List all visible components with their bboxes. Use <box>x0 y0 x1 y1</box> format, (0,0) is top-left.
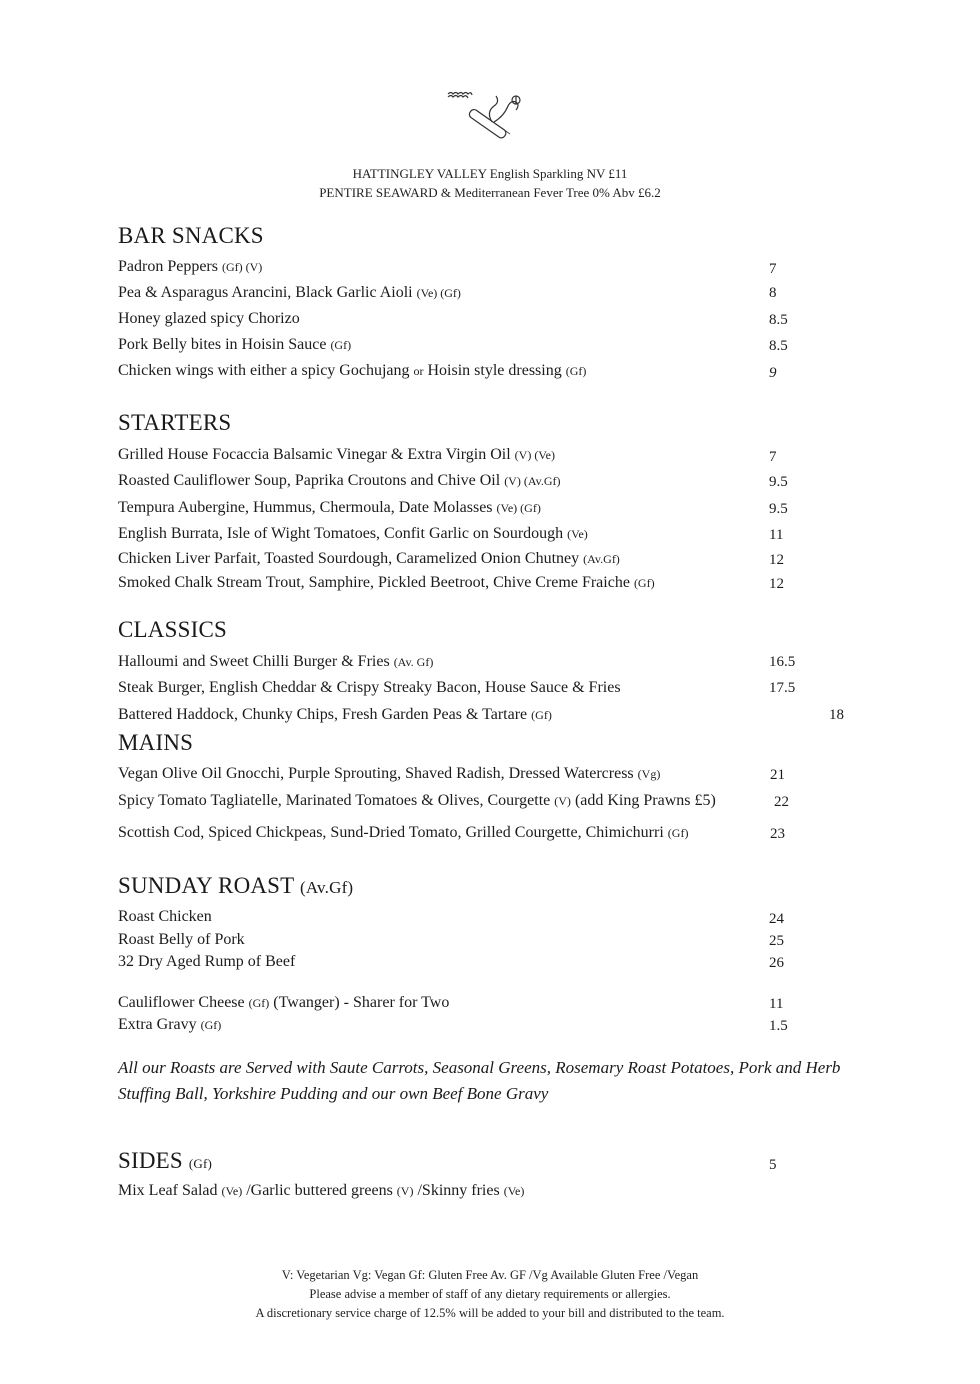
sides-list <box>118 1182 524 1200</box>
section-title-bar-snacks: BAR SNACKS <box>118 223 264 248</box>
menu-item <box>118 284 461 302</box>
drink-line-alcohol-free: PENTIRE SEAWARD & Mediterranean Fever Tree 0% Abv £6.2 <box>319 185 661 200</box>
sides-price: 5 <box>769 1157 777 1173</box>
dietary-tag: (Vg) <box>637 767 661 781</box>
item-price: 8.5 <box>769 312 788 328</box>
section-title-classics: CLASSICS <box>118 617 227 642</box>
dietary-tag: (Gf) (V) <box>221 260 263 274</box>
menu-item <box>118 706 552 724</box>
section-title-text: SIDES <box>118 1148 183 1173</box>
item-price: 22 <box>774 794 789 810</box>
item-name: Chicken Liver Parfait, Toasted Sourdough, Caramelized Onion Chutney <box>118 550 580 567</box>
dietary-tag: (Ve) <box>567 527 588 541</box>
roast-accompaniments-note: All our Roasts are Served with Saute Carrots, Seasonal Greens, Rosemary Roast Potatoes, Pork and Herb Stuffing Ball, Yorkshire Pudding and our own Beef Bone Gravy <box>118 1058 841 1103</box>
menu-item <box>118 792 716 810</box>
footer-dietary-key: V: Vegetarian Vg: Vegan Gf: Gluten Free Av. GF /Vg Available Gluten Free /Vegan <box>281 1268 699 1282</box>
item-name: Skinny fries <box>421 1182 500 1199</box>
item-price: 11 <box>769 996 784 1012</box>
item-name: Roast Chicken <box>118 908 212 925</box>
dietary-tag: (Ve) (Gf) <box>416 286 461 300</box>
menu-item <box>118 258 262 276</box>
item-name: Extra Gravy <box>118 1016 197 1033</box>
item-price: 26 <box>769 955 784 971</box>
item-name: Roasted Cauliflower Soup, Paprika Croutons and Chive Oil <box>118 472 501 489</box>
item-price: 9.5 <box>769 501 788 517</box>
item-name: Padron Peppers <box>118 258 218 275</box>
menu-item <box>118 931 245 949</box>
menu-item <box>118 679 621 697</box>
item-name: Smoked Chalk Stream Trout, Samphire, Pickled Beetroot, Chive Creme Fraiche <box>118 574 630 591</box>
item-price: 24 <box>769 911 784 927</box>
menu-item <box>118 1016 221 1034</box>
item-price: 16.5 <box>769 654 796 670</box>
item-price: 21 <box>770 767 785 783</box>
item-price: 25 <box>769 933 784 949</box>
menu-item <box>118 653 433 671</box>
item-price: 9.5 <box>769 474 788 490</box>
corkscrew-logo-icon <box>440 86 540 148</box>
menu-item <box>118 446 555 464</box>
item-price: 7 <box>769 261 777 277</box>
item-name: Pork Belly bites in Hoisin Sauce <box>118 336 327 353</box>
item-name: Steak Burger, English Cheddar & Crispy Streaky Bacon, House Sauce & Fries <box>118 679 621 696</box>
item-price: 17.5 <box>769 680 796 696</box>
separator: / <box>413 1182 422 1199</box>
item-price: 8 <box>769 285 777 301</box>
item-name: Grilled House Focaccia Balsamic Vinegar & Extra Virgin Oil <box>118 446 511 463</box>
section-title-sunday-roast <box>118 873 353 899</box>
menu-item <box>118 574 655 592</box>
menu-item <box>118 472 561 490</box>
menu-item <box>118 550 620 568</box>
item-or-connector: or <box>413 364 424 378</box>
item-price: 12 <box>769 576 784 592</box>
item-name: Vegan Olive Oil Gnocchi, Purple Sprouting, Shaved Radish, Dressed Watercress <box>118 765 634 782</box>
menu-item <box>118 499 541 517</box>
menu-item <box>118 953 295 971</box>
dietary-tag: (Gf) <box>531 708 552 722</box>
menu-item <box>118 362 586 380</box>
item-addon: (add King Prawns £5) <box>574 792 716 809</box>
dietary-tag: (Av.Gf) <box>583 552 620 566</box>
dietary-tag: (Gf) <box>565 364 587 378</box>
item-price: 8.5 <box>769 338 788 354</box>
item-price: 12 <box>769 552 784 568</box>
item-name: Chicken wings with either a spicy Gochujang <box>118 362 410 379</box>
section-title-starters: STARTERS <box>118 410 232 435</box>
item-name: Pea & Asparagus Arancini, Black Garlic Aioli <box>118 284 413 301</box>
item-name: English Burrata, Isle of Wight Tomatoes, Confit Garlic on Sourdough <box>118 525 564 542</box>
section-title-note: (Av.Gf) <box>299 878 354 897</box>
separator: / <box>242 1182 251 1199</box>
dietary-tag: (Ve) (Gf) <box>496 501 541 515</box>
dietary-tag: (Gf) <box>200 1018 222 1032</box>
section-title-text: SUNDAY ROAST <box>118 873 295 898</box>
menu-item <box>118 336 351 354</box>
item-name: Roast Belly of Pork <box>118 931 245 948</box>
item-price: 9 <box>769 365 777 381</box>
item-price: 7 <box>769 449 777 465</box>
section-title-sides <box>118 1148 212 1174</box>
menu-item <box>118 310 300 328</box>
item-addon: (Twanger) - Sharer for Two <box>273 994 450 1011</box>
item-name-continued: Hoisin style dressing <box>427 362 562 379</box>
item-name: Honey glazed spicy Chorizo <box>118 310 300 327</box>
item-name: Spicy Tomato Tagliatelle, Marinated Tomatoes & Olives, Courgette <box>118 792 551 809</box>
section-title-mains: MAINS <box>118 730 194 755</box>
item-name: Scottish Cod, Spiced Chickpeas, Sund-Dried Tomato, Grilled Courgette, Chimichurri <box>118 824 664 841</box>
item-name: Cauliflower Cheese <box>118 994 245 1011</box>
footer-service-charge: A discretionary service charge of 12.5% will be added to your bill and distributed to the team. <box>255 1306 725 1320</box>
item-name: Tempura Aubergine, Hummus, Chermoula, Date Molasses <box>118 499 493 516</box>
drink-line-sparkling: HATTINGLEY VALLEY English Sparkling NV £11 <box>352 166 628 181</box>
dietary-tag: (V) (Ve) <box>514 448 555 462</box>
dietary-tag: (Ve) <box>503 1184 525 1198</box>
item-name: Halloumi and Sweet Chilli Burger & Fries <box>118 653 390 670</box>
menu-item <box>118 824 688 842</box>
footer-allergy-notice: Please advise a member of staff of any dietary requirements or allergies. <box>309 1287 671 1301</box>
item-price: 1.5 <box>769 1018 788 1034</box>
item-name: Battered Haddock, Chunky Chips, Fresh Garden Peas & Tartare <box>118 706 528 723</box>
dietary-tag: (Gf) <box>330 338 352 352</box>
item-name: 32 Dry Aged Rump of Beef <box>118 953 296 970</box>
dietary-tag: (Ve) <box>221 1184 243 1198</box>
menu-item <box>118 908 212 926</box>
item-price: 11 <box>769 527 784 543</box>
menu-item <box>118 994 449 1012</box>
dietary-tag: (Gf) <box>667 826 689 840</box>
dietary-tag: (Gf) <box>633 576 655 590</box>
dietary-tag: (V) <box>554 794 571 808</box>
menu-item <box>118 525 588 543</box>
dietary-tag: (Gf) <box>248 996 270 1010</box>
section-title-note: (Gf) <box>188 1156 213 1171</box>
item-name: Mix Leaf Salad <box>118 1182 218 1199</box>
menu-item <box>118 765 660 783</box>
dietary-tag: (Av. Gf) <box>393 655 434 669</box>
item-price: 23 <box>770 826 785 842</box>
dietary-tag: (V) <box>396 1184 414 1198</box>
dietary-tag: (V) (Av.Gf) <box>504 474 561 488</box>
item-price: 18 <box>829 707 844 723</box>
item-name: Garlic buttered greens <box>250 1182 393 1199</box>
